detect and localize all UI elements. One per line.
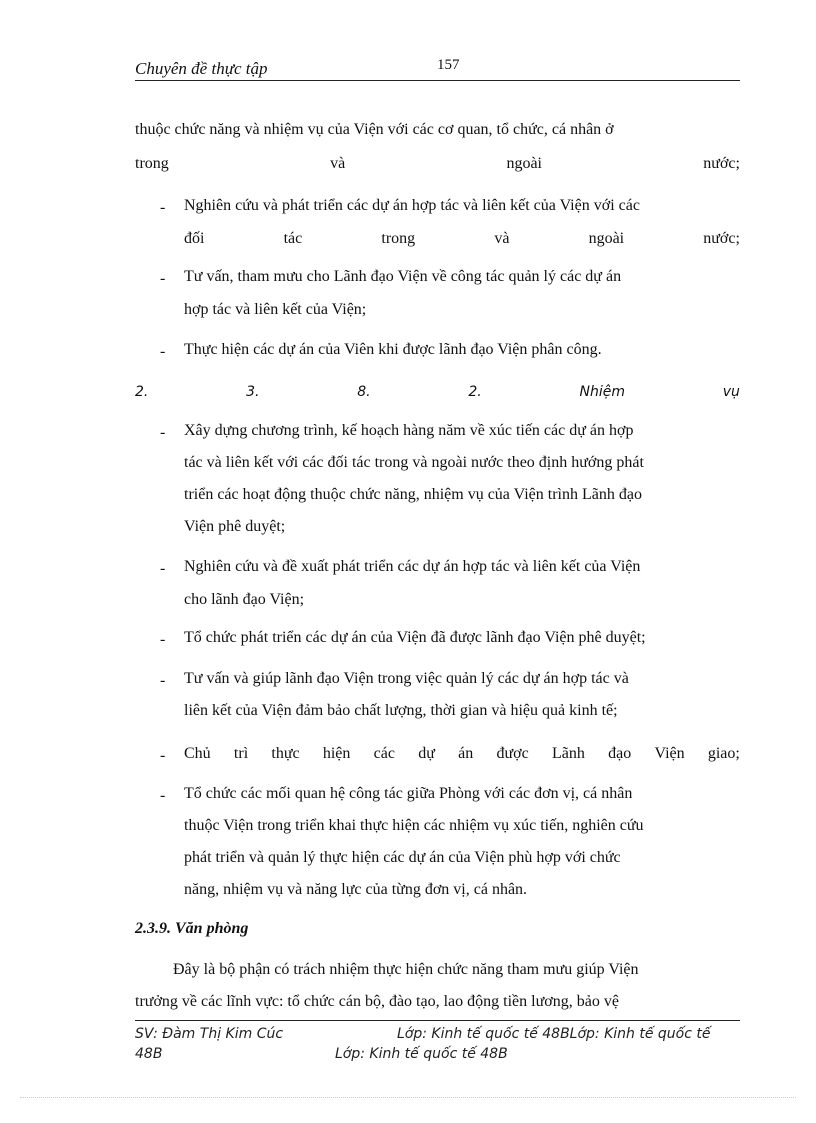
- bullet-dash: -: [160, 672, 166, 689]
- page-edge-divider: [20, 1097, 796, 1098]
- section-heading: 2.3.9. Văn phòng: [135, 920, 249, 937]
- footer-class-repeat: Lớp: Kinh tế quốc tế 48BLớp: Kinh tế quốc tế: [397, 1026, 711, 1042]
- bullet-dash: -: [160, 787, 166, 804]
- word: giao;: [707, 745, 740, 762]
- word: nước;: [703, 155, 740, 172]
- bullet-line: Nghiên cứu và phát triển các dự án hợp tác và liên kết của Viện với các: [184, 197, 640, 214]
- bullet-line: Xây dựng chương trình, kế hoạch hàng năm về xúc tiến các dự án hợp: [184, 422, 634, 439]
- bullet-dash: -: [160, 747, 166, 764]
- bullet-line: Tư vấn, tham mưu cho Lãnh đạo Viện về công tác quản lý các dự án: [184, 268, 622, 285]
- word: được: [496, 745, 529, 762]
- bullet-line: Thực hiện các dự án của Viên khi được lãnh đạo Viện phân công.: [184, 341, 602, 358]
- word: 2.: [135, 384, 149, 400]
- page-header: [135, 56, 740, 81]
- footer-class-suffix: 48B: [135, 1046, 163, 1062]
- bullet-dash: -: [160, 424, 166, 441]
- word: trì: [233, 745, 249, 762]
- bullet-line: thuộc Viện trong triển khai thực hiện các nhiệm vụ xúc tiến, nghiên cứu: [184, 817, 644, 834]
- word: và: [494, 230, 510, 247]
- word: 8.: [357, 384, 371, 400]
- word: nước;: [703, 230, 740, 247]
- bullet-dash: -: [160, 631, 166, 648]
- bullet-line: tác và liên kết với các đối tác trong và ngoài nước theo định hướng phát: [184, 454, 644, 471]
- word: đạo: [608, 745, 632, 762]
- bullet-line: Tư vấn và giúp lãnh đạo Viện trong việc quản lý các dự án hợp tác và: [184, 670, 629, 687]
- header-title: Chuyên đề thực tập: [135, 59, 268, 78]
- bullet-dash: -: [160, 199, 166, 216]
- bullet-line: Tổ chức các mối quan hệ công tác giữa Phòng với các đơn vị, cá nhân: [184, 785, 633, 802]
- bullet-dash: -: [160, 343, 166, 360]
- word: thực: [271, 745, 300, 762]
- word: các: [373, 745, 395, 762]
- word: tác: [283, 230, 303, 247]
- word: ngoài: [588, 230, 625, 247]
- paragraph-line: thuộc chức năng và nhiệm vụ của Viện với các cơ quan, tổ chức, cá nhân ở: [135, 121, 614, 138]
- footer-class-label: Lớp: Kinh tế quốc tế 48B: [335, 1046, 508, 1062]
- bullet-line: phát triển và quản lý thực hiện các dự án của Viện phù hợp với chức: [184, 849, 621, 866]
- word: và: [330, 155, 346, 172]
- bullet-line: Nghiên cứu và đề xuất phát triển các dự án hợp tác và liên kết của Viện: [184, 558, 641, 575]
- word: Viện: [654, 745, 685, 762]
- footer-student: SV: Đàm Thị Kim Cúc: [135, 1026, 284, 1042]
- word: Nhiệm: [579, 384, 625, 400]
- word: đối: [184, 230, 205, 247]
- word: vụ: [722, 384, 740, 400]
- word: trong: [135, 155, 169, 172]
- bullet-dash: -: [160, 560, 166, 577]
- page-footer: [135, 1020, 740, 1071]
- justified-line: [184, 745, 740, 763]
- bullet-line: hợp tác và liên kết của Viện;: [184, 301, 367, 318]
- subsection-heading: [135, 384, 740, 400]
- word: ngoài: [506, 155, 542, 172]
- word: 2.: [468, 384, 482, 400]
- bullet-line: Tổ chức phát triển các dự án của Viện đã được lãnh đạo Viện phê duyệt;: [184, 629, 646, 646]
- justified-line: [184, 230, 740, 248]
- page-number: 157: [437, 57, 460, 73]
- word: Lãnh: [551, 745, 585, 762]
- word: hiện: [322, 745, 351, 762]
- paragraph-line: trưởng về các lĩnh vực: tổ chức cán bộ, đào tạo, lao động tiền lương, bảo vệ: [135, 993, 619, 1010]
- bullet-line: Viện phê duyệt;: [184, 518, 286, 535]
- paragraph-line: Đây là bộ phận có trách nhiệm thực hiện chức năng tham mưu giúp Viện: [173, 961, 639, 978]
- bullet-line: triển các hoạt động thuộc chức năng, nhiệm vụ của Viện trình Lãnh đạo: [184, 486, 642, 503]
- bullet-line: liên kết của Viện đảm bảo chất lượng, thời gian và hiệu quả kinh tế;: [184, 702, 618, 719]
- bullet-line: cho lãnh đạo Viện;: [184, 591, 305, 608]
- word: 3.: [246, 384, 260, 400]
- word: trong: [381, 230, 416, 247]
- word: dự: [418, 745, 435, 762]
- word: án: [458, 745, 474, 762]
- word: Chủ: [184, 745, 211, 762]
- justified-line: [135, 155, 740, 173]
- bullet-dash: -: [160, 270, 166, 287]
- bullet-line: năng, nhiệm vụ và năng lực của từng đơn vị, cá nhân.: [184, 881, 528, 898]
